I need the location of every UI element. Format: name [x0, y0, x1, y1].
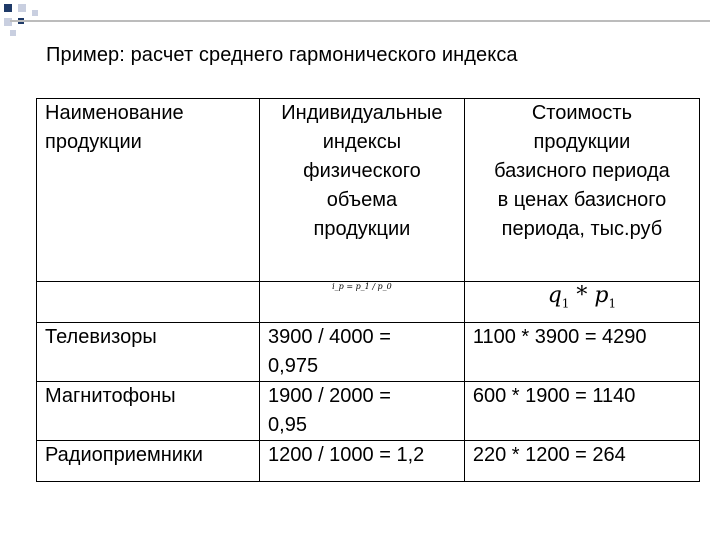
index-formula: i_p = p_1 / p_0: [260, 282, 465, 323]
header-individual-index: Индивидуальные индексы физического объема продукции: [260, 99, 465, 282]
base-value: 1100 * 3900 = 4290: [464, 323, 699, 382]
base-value: 600 * 1900 = 1140: [464, 382, 699, 441]
index-value: 1200 / 1000 = 1,2: [260, 441, 465, 482]
formula-empty-cell: [37, 282, 260, 323]
product-name: Телевизоры: [37, 323, 260, 382]
deco-square-light: [32, 10, 38, 16]
header-product-name: Наименование продукции: [37, 99, 260, 282]
table-row: [37, 441, 700, 482]
title-rule: [10, 20, 710, 22]
harmonic-index-table: [36, 98, 700, 482]
base-value: 220 * 1200 = 264: [464, 441, 699, 482]
index-value: 1900 / 2000 = 0,95: [260, 382, 465, 441]
header-base-value: Стоимость продукции базисного периода в ценах базисного периода, тыс.руб: [464, 99, 699, 282]
deco-square-dark: [4, 4, 12, 12]
deco-square-light: [10, 30, 16, 36]
value-formula: $q_1 * p_1$: [464, 282, 699, 323]
deco-square-light: [18, 4, 26, 12]
table-row: [37, 323, 700, 382]
formula-row: [37, 282, 700, 323]
slide-title: Пример: расчет среднего гармонического индекса: [46, 44, 518, 66]
product-name: Магнитофоны: [37, 382, 260, 441]
product-name: Радиоприемники: [37, 441, 260, 482]
index-value: 3900 / 4000 = 0,975: [260, 323, 465, 382]
table-header-row: [37, 99, 700, 282]
table-row: [37, 382, 700, 441]
